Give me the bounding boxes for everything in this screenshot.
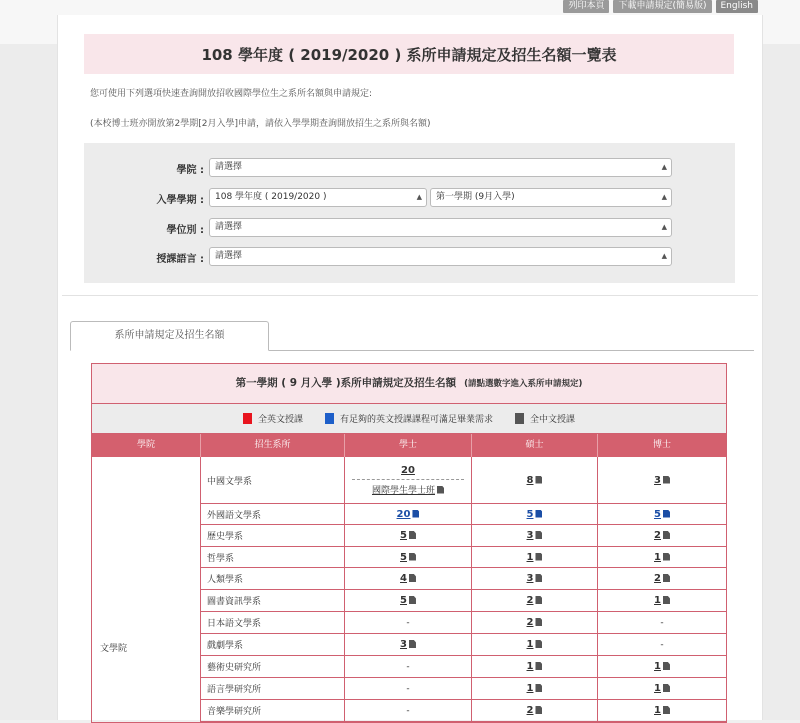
quota-number: 1 <box>654 705 661 716</box>
department-cell <box>201 700 345 721</box>
quota-number[interactable]: 20 <box>401 464 415 476</box>
department-name: 歷史學系 <box>207 532 244 542</box>
quota-number: 3 <box>654 474 661 486</box>
page-title: 108 學年度 ( 2019/2020 ) 系所申請規定及招生名額一覽表 <box>84 34 734 74</box>
college-select[interactable] <box>209 158 672 177</box>
document-icon <box>663 706 670 714</box>
quota-number: 3 <box>526 573 534 584</box>
master-cell <box>472 612 598 633</box>
document-icon <box>535 640 542 648</box>
empty-quota: - <box>406 683 410 694</box>
document-icon <box>535 596 542 604</box>
bachelor-cell <box>345 457 472 503</box>
legend-item-chinese <box>515 412 575 425</box>
degree-label: 學位別 : <box>166 225 204 236</box>
quota-number: 2 <box>654 530 661 541</box>
quota-link[interactable] <box>527 705 543 716</box>
master-cell <box>472 457 598 503</box>
empty-quota: - <box>406 617 410 628</box>
header-master: 碩士 <box>472 434 598 457</box>
quota-table <box>91 363 727 723</box>
quota-link[interactable] <box>400 573 416 584</box>
quota-number: 20 <box>396 508 411 520</box>
quota-number: 1 <box>654 595 661 606</box>
table-row <box>201 590 726 612</box>
document-icon <box>535 553 542 561</box>
department-cell <box>201 504 345 524</box>
filter-row-college <box>84 158 735 178</box>
document-icon <box>535 574 542 582</box>
table-title <box>92 364 726 404</box>
semester-select[interactable] <box>430 188 672 207</box>
quota-number: 1 <box>654 661 661 672</box>
document-icon <box>535 684 542 692</box>
quota-link[interactable] <box>654 683 670 694</box>
department-cell <box>201 612 345 633</box>
quota-number: 1 <box>526 661 534 672</box>
document-icon <box>535 618 542 626</box>
legend-label: 全中文授課 <box>530 415 576 425</box>
department-cell <box>201 634 345 655</box>
year-select[interactable] <box>209 188 427 207</box>
quota-link[interactable] <box>527 661 543 672</box>
print-button[interactable]: 列印本頁 <box>563 0 609 13</box>
master-cell <box>472 547 598 567</box>
master-cell <box>472 525 598 546</box>
department-cell <box>201 547 345 567</box>
intl-program-link[interactable] <box>372 480 444 496</box>
language-select-value: 請選擇 <box>215 251 243 261</box>
bachelor-cell <box>345 678 472 699</box>
quota-link[interactable] <box>654 573 670 584</box>
document-icon <box>409 574 416 582</box>
degree-select-value: 請選擇 <box>215 222 243 232</box>
tab-quota[interactable]: 系所申請規定及招生名額 <box>70 321 269 351</box>
quota-number: 2 <box>526 595 534 606</box>
legend-label: 有足夠的英文授課課程可滿足畢業需求 <box>339 415 493 425</box>
quota-number: 4 <box>400 573 407 584</box>
select-arrows-icon: ▲ <box>661 193 667 201</box>
empty-quota: - <box>406 661 410 672</box>
filter-row-language <box>84 247 735 267</box>
bachelor-cell <box>345 656 472 677</box>
quota-link[interactable] <box>654 509 670 520</box>
department-cell <box>201 678 345 699</box>
document-icon <box>663 596 670 604</box>
document-icon <box>409 640 416 648</box>
college-select-value: 請選擇 <box>215 162 243 172</box>
master-cell <box>472 634 598 655</box>
master-cell <box>472 656 598 677</box>
quota-number: 3 <box>400 639 407 650</box>
department-name: 哲學系 <box>207 553 235 564</box>
red-square-icon <box>243 413 252 424</box>
header-college: 學院 <box>92 434 201 457</box>
phd-cell <box>598 634 726 655</box>
quota-link[interactable] <box>527 573 543 584</box>
document-icon <box>409 531 416 539</box>
quota-link[interactable] <box>400 530 416 541</box>
filter-row-degree <box>84 218 735 238</box>
department-cell <box>201 568 345 589</box>
divider <box>62 295 758 296</box>
table-row <box>201 525 726 547</box>
department-name: 圖書資訊學系 <box>207 597 262 607</box>
gray-square-icon <box>515 413 524 424</box>
document-icon <box>412 510 419 518</box>
legend-item-sufficient-english <box>325 412 493 425</box>
table-row <box>201 634 726 656</box>
bachelor-cell <box>345 612 472 633</box>
quota-number: 5 <box>654 508 661 520</box>
quota-link[interactable] <box>527 683 543 694</box>
bachelor-cell <box>345 547 472 567</box>
bachelor-top <box>401 465 415 479</box>
bachelor-cell <box>345 634 472 655</box>
master-cell <box>472 504 598 524</box>
department-name: 外國語文學系 <box>207 510 262 521</box>
bachelor-cell <box>345 590 472 611</box>
empty-quota: - <box>406 705 410 716</box>
college-name: 文學院 <box>100 644 128 654</box>
semester-select-value: 第一學期 (9月入學) <box>436 192 515 202</box>
phd-cell <box>598 457 726 503</box>
quota-link[interactable] <box>654 595 670 606</box>
filter-panel <box>84 143 735 283</box>
quota-number: 5 <box>400 551 407 563</box>
quota-number: 2 <box>526 705 534 716</box>
quota-link[interactable] <box>654 475 670 486</box>
header-phd: 博士 <box>652 440 671 450</box>
document-icon <box>409 596 416 604</box>
quota-number: 1 <box>654 683 661 694</box>
quota-link[interactable] <box>654 530 670 541</box>
document-icon <box>663 531 670 539</box>
quota-number: 5 <box>400 595 407 606</box>
document-icon <box>535 706 542 714</box>
document-icon <box>535 662 542 670</box>
department-name: 日本語文學系 <box>207 619 262 629</box>
bachelor-cell <box>345 568 472 589</box>
english-button[interactable]: English <box>716 0 759 13</box>
table-row <box>201 457 726 504</box>
quota-number: 1 <box>526 551 534 563</box>
term-label: 入學學期 : <box>156 195 204 206</box>
document-icon <box>535 510 542 518</box>
select-arrows-icon: ▲ <box>416 193 422 201</box>
bachelor-cell <box>345 525 472 546</box>
document-icon <box>663 510 670 518</box>
quota-number: 1 <box>526 683 534 694</box>
quota-link[interactable] <box>527 595 543 606</box>
quota-link[interactable] <box>527 552 543 563</box>
table-rows <box>201 457 726 722</box>
table-body <box>92 457 726 722</box>
select-arrows-icon: ▲ <box>661 223 667 231</box>
department-cell <box>201 590 345 611</box>
phd-cell <box>598 590 726 611</box>
phd-cell <box>598 656 726 677</box>
department-name: 戲劇學系 <box>207 641 244 651</box>
document-icon <box>535 531 542 539</box>
department-name: 語言學研究所 <box>207 685 262 695</box>
phd-cell <box>598 525 726 546</box>
quota-link[interactable] <box>527 509 543 520</box>
phd-cell <box>598 547 726 567</box>
department-cell <box>201 457 345 503</box>
legend-label: 全英文授課 <box>257 415 303 425</box>
quota-link[interactable] <box>654 705 670 716</box>
document-icon <box>409 553 416 561</box>
quota-number: 2 <box>526 617 534 628</box>
phd-cell <box>598 678 726 699</box>
document-icon <box>663 662 670 670</box>
college-label: 學院 : <box>176 165 204 176</box>
quota-link[interactable] <box>400 595 416 606</box>
phd-cell <box>598 504 726 524</box>
table-row <box>201 678 726 700</box>
department-name: 人類學系 <box>207 575 244 585</box>
main-panel <box>57 15 763 720</box>
table-subtitle: (請點選數字進入系所申請規定) <box>464 379 583 389</box>
quota-link[interactable] <box>654 661 670 672</box>
empty-quota: - <box>660 639 664 650</box>
phd-cell <box>598 612 726 633</box>
table-row <box>201 612 726 634</box>
blue-square-icon <box>325 413 334 424</box>
department-name: 藝術史研究所 <box>207 663 262 673</box>
year-select-value: 108 學年度 ( 2019/2020 ) <box>215 192 327 202</box>
table-title-text: 第一學期 ( 9 月入學 )系所申請規定及招生名額 <box>235 377 457 389</box>
legend <box>92 404 726 434</box>
table-row <box>201 700 726 722</box>
degree-select[interactable] <box>209 218 672 237</box>
document-icon <box>663 553 670 561</box>
bachelor-stack <box>345 465 471 496</box>
table-row <box>201 568 726 590</box>
table-row <box>201 656 726 678</box>
header-department: 招生系所 <box>201 434 345 457</box>
quota-number: 8 <box>526 474 534 486</box>
table-row <box>201 547 726 568</box>
master-cell <box>472 678 598 699</box>
quota-link[interactable] <box>527 475 543 486</box>
master-cell <box>472 568 598 589</box>
document-icon <box>663 476 670 484</box>
bachelor-cell <box>345 504 472 524</box>
college-cell <box>92 457 201 722</box>
document-icon <box>437 486 444 494</box>
table-row <box>201 504 726 525</box>
quota-link[interactable] <box>527 639 543 650</box>
bachelor-cell <box>345 700 472 721</box>
language-label: 授課語言 : <box>156 254 204 265</box>
table-header <box>92 434 726 457</box>
select-arrows-icon: ▲ <box>661 163 667 171</box>
document-icon <box>663 684 670 692</box>
quota-link[interactable] <box>654 552 670 563</box>
quota-link[interactable] <box>527 617 543 628</box>
department-name: 中國文學系 <box>207 476 253 487</box>
phd-cell <box>598 700 726 721</box>
select-arrows-icon: ▲ <box>661 252 667 260</box>
quota-link[interactable] <box>397 509 420 520</box>
quota-number: 1 <box>526 639 534 650</box>
master-cell <box>472 590 598 611</box>
quota-link[interactable] <box>400 639 416 650</box>
quota-number: 3 <box>526 530 534 541</box>
top-toolbar <box>563 0 758 13</box>
department-cell <box>201 656 345 677</box>
empty-quota: - <box>660 617 664 628</box>
quota-number: 2 <box>654 573 661 584</box>
department-name: 音樂學研究所 <box>207 707 262 717</box>
intl-program-label: 國際學生學士班 <box>371 485 435 496</box>
document-icon <box>535 476 542 484</box>
download-button[interactable]: 下載申請規定(簡易版) <box>613 0 711 13</box>
note-text: (本校博士班亦開放第2學期[2月入學]申請，請依入學學期查詢開放招生之系所與名額) <box>90 119 431 129</box>
quota-link[interactable] <box>400 552 416 563</box>
phd-cell <box>598 568 726 589</box>
header-bachelor: 學士 <box>345 434 472 457</box>
intro-text: 您可使用下列選項快速查詢開放招收國際學位生之系所名額與申請規定: <box>90 89 373 99</box>
master-cell <box>472 700 598 721</box>
filter-row-term <box>84 188 735 208</box>
quota-number: 5 <box>526 508 534 520</box>
quota-number: 5 <box>400 530 407 541</box>
quota-number: 1 <box>654 551 661 563</box>
quota-link[interactable] <box>527 530 543 541</box>
department-cell <box>201 525 345 546</box>
language-select[interactable] <box>209 247 672 266</box>
document-icon <box>663 574 670 582</box>
legend-item-english <box>243 412 303 425</box>
